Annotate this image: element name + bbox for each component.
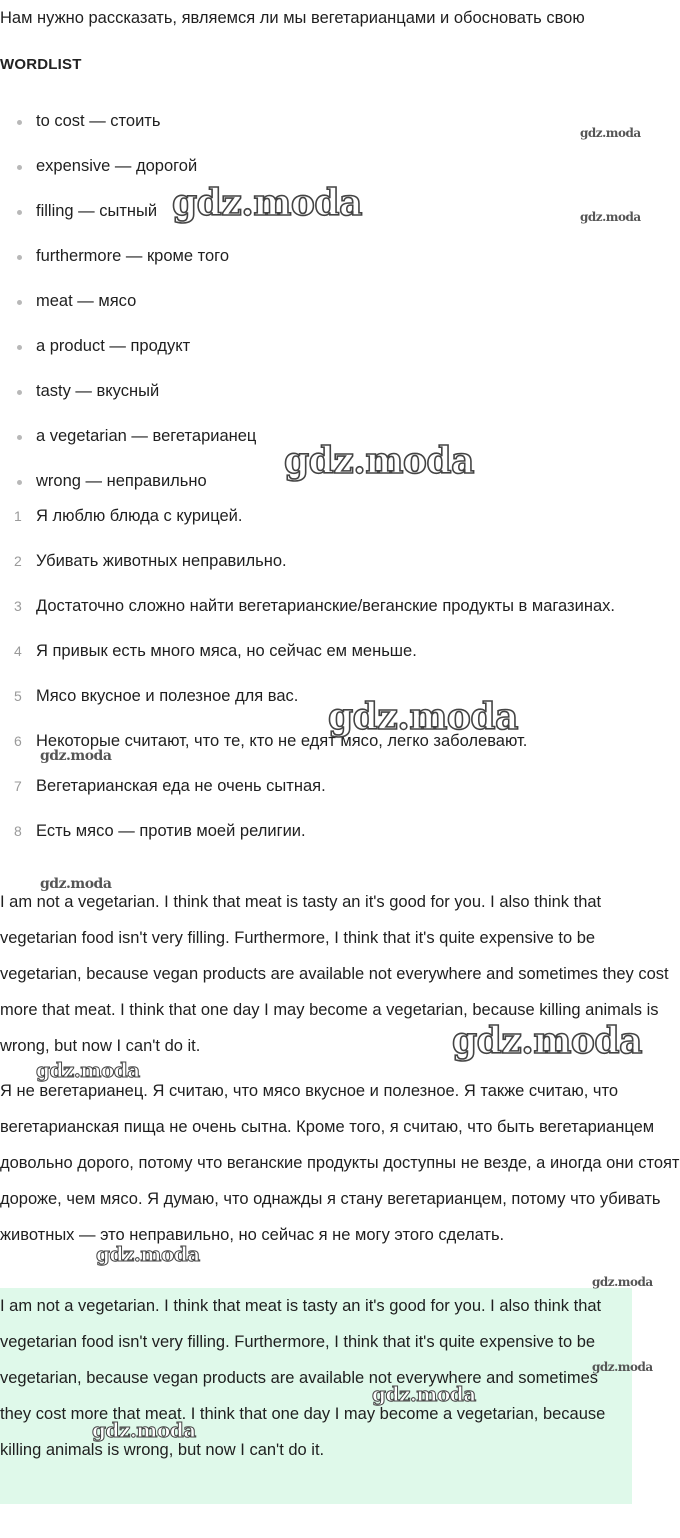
item-text: Я люблю блюда с курицей.: [36, 507, 243, 525]
list-item: [0, 723, 640, 759]
watermark: gdz.moda: [40, 876, 112, 892]
item-text: Убивать животных неправильно.: [36, 552, 287, 570]
item-text: Некоторые считают, что те, кто не едят мясо, легко заболевают.: [36, 732, 528, 750]
item-number: 5: [14, 688, 22, 704]
wordlist-heading: WORDLIST: [0, 56, 82, 73]
list-item: [0, 498, 640, 534]
item-number: 4: [14, 643, 22, 659]
item-text: Мясо вкусное и полезное для вас.: [36, 687, 299, 705]
wordlist-item: to cost — стоить: [0, 103, 256, 148]
watermark: gdz.moda: [372, 1382, 476, 1406]
list-item: [0, 633, 640, 669]
item-number: 1: [14, 508, 22, 524]
sentences-list: [0, 498, 640, 858]
list-item: [0, 813, 640, 849]
item-number: 8: [14, 823, 22, 839]
list-item: [0, 543, 640, 579]
answer-russian: Я не вегетарианец. Я считаю, что мясо вкусное и полезное. Я также считаю, что вегетарианская пища не очень сытна. Кроме того, я считаю, что быть вегетарианцем довольно дорого, потому что веганские продукты доступны не везде, а иногда они стоят дороже, чем мясо. Я думаю, что однажды я стану вегетарианцем, потому что убивать животных — это неправильно, но сейчас я не могу этого сделать.: [0, 1082, 680, 1244]
item-text: Вегетарианская еда не очень сытная.: [36, 777, 326, 795]
item-number: 6: [14, 733, 22, 749]
watermark: gdz.moda: [580, 126, 641, 140]
list-item: [0, 678, 640, 714]
wordlist-item: expensive — дорогой: [0, 148, 256, 193]
item-text: Есть мясо — против моей религии.: [36, 822, 306, 840]
list-item: [0, 768, 640, 804]
watermark: gdz.moda: [328, 696, 518, 738]
intro-text: [0, 0, 680, 46]
wordlist-item: meat — мясо: [0, 283, 256, 328]
watermark: gdz.moda: [592, 1360, 653, 1374]
intro-line-1: Нам нужно рассказать, являемся ли мы вегетарианцами и обосновать свою: [0, 9, 585, 27]
watermark: gdz.moda: [580, 210, 641, 224]
watermark: gdz.moda: [172, 182, 362, 224]
item-number: 7: [14, 778, 22, 794]
watermark: gdz.moda: [452, 1020, 642, 1062]
item-number: 3: [14, 598, 22, 614]
answer-english: I am not a vegetarian. I think that meat is tasty an it's good for you. I also think that vegetarian food isn't very filling. Furthermore, I think that it's quite expensive to be vegetarian, because vegan products are available not everywhere and sometimes they cost more that meat. I think that one day I may become a vegetarian, because killing animals is wrong, but now I can't do it.: [0, 893, 669, 1055]
item-text: Достаточно сложно найти вегетарианские/веганские продукты в магазинах.: [36, 597, 615, 615]
intro-line-2: [0, 36, 680, 46]
watermark: gdz.moda: [40, 748, 112, 764]
answer-highlighted: I am not a vegetarian. I think that meat is tasty an it's good for you. I also think that vegetarian food isn't very filling. Furthermore, I think that it's quite expensive to be vegetarian, because vegan products are available not everywhere and sometimes they cost more that meat. I think that one day I may become a vegetarian, because killing animals is wrong, but now I can't do it.: [0, 1288, 632, 1504]
wordlist-item: filling — сытный: [0, 193, 256, 238]
wordlist-item: a product — продукт: [0, 328, 256, 373]
wordlist: [0, 103, 256, 508]
item-number: 2: [14, 553, 22, 569]
wordlist-item: wrong — неправильно: [0, 463, 256, 508]
watermark: gdz.moda: [592, 1275, 653, 1289]
wordlist-item: furthermore — кроме того: [0, 238, 256, 283]
list-item: [0, 588, 640, 624]
wordlist-item: tasty — вкусный: [0, 373, 256, 418]
watermark: gdz.moda: [36, 1058, 140, 1082]
watermark: gdz.moda: [96, 1242, 200, 1266]
wordlist-item: a vegetarian — вегетарианец: [0, 418, 256, 463]
watermark: gdz.moda: [284, 440, 474, 482]
item-text: Я привык есть много мяса, но сейчас ем меньше.: [36, 642, 417, 660]
watermark: gdz.moda: [92, 1418, 196, 1442]
